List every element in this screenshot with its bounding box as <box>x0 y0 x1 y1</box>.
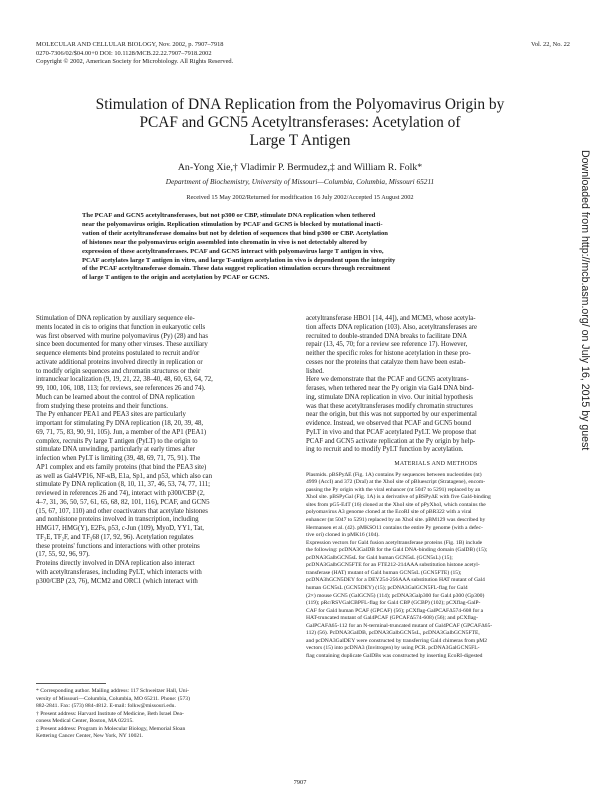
text-line: enhancer (nt 5047 to 5291) replaced by an XhoI site. pBM129 was described by <box>306 517 486 524</box>
text-line: intranuclear localization (9, 19, 21, 22, 38–40, 48, 60, 63, 64, 72, <box>36 376 213 384</box>
text-line: ing, stimulate DNA replication in vivo. Our initial hypothesis <box>306 393 473 401</box>
text-line: human GCN5sL (GCN5DEY) (15); pcDNA3GalGCN5FL-flag for Gal4 <box>306 584 468 591</box>
title-line: Stimulation of DNA Replication from the Polyomavirus Origin by <box>95 96 505 113</box>
text-line: recruited to double-stranded DNA breaks to facilitate DNA <box>306 332 467 340</box>
text-line: activate additional proteins involved directly in replication or <box>36 358 203 366</box>
abstract-line: vation of their acetyltransferase domains but not by deletion of sequences that bind p300 or CBP. Acetylation <box>82 229 388 237</box>
volume-info: Vol. 22, No. 22 <box>531 41 570 48</box>
text-line: ments located in cis to origins that function in eukaryotic cells <box>36 323 206 331</box>
title-line: PCAF and GCN5 Acetyltransferases: Acetylation of <box>139 114 461 131</box>
text-line: GalPCAFΔ65-112 for an N-terminal-truncated mutant of Gal4PCAF (GPCAFΔ65- <box>306 622 493 629</box>
journal-line: MOLECULAR AND CELLULAR BIOLOGY, Nov. 2002, p. 7907–7918 <box>36 41 224 48</box>
left-column <box>36 315 296 740</box>
intro-continued <box>306 315 566 455</box>
text-line: was first observed with murine polyomavirus (Py) (28) and has <box>36 332 208 340</box>
text-line: Expression vectors for Gal4 fusion acetyltransferase proteins (Fig. 1B) include <box>306 539 483 546</box>
abstract-line: of the PCAF acetyltransferase domain. These data suggest replication stimulation occurs through recruitment <box>82 265 391 273</box>
text-line: from studying these proteins and their functions. <box>36 402 168 410</box>
abstract-line: The PCAF and GCN5 acetyltransferases, but not p300 or CBP, stimulate DNA replication when tethered <box>82 212 376 219</box>
text-line: cesses nor the proteins that catalyze them have been estab- <box>306 358 466 366</box>
text-line: tion affects DNA replication (103). Also, acetyltransferases are <box>306 323 478 331</box>
text-line: XhoI site. pBSPyGal (Fig. 1A) is a derivative of pBSPyΔE with five Gal4-binding <box>306 494 491 501</box>
text-line: vectors (15) into pcDNA3 (Invitrogen) by using PCR. pcDNA3GalGCN5FL- <box>306 645 480 652</box>
text-line: stimulate Py DNA replication (8, 10, 11, 37, 46, 53, 74, 77, 111; <box>36 481 211 489</box>
text-line: and pcDNA3GalDEY were constructed by transferring Gal4 chimeras from pM2 <box>306 637 488 644</box>
text-line: Plasmids. pBSPyΔE (Fig. 1A) contains Py sequences between nucleotides (nt) <box>306 471 482 478</box>
text-line: acetyltransferase HBO1 [14, 44]), and MCM3, whose acetyla- <box>306 315 476 322</box>
text-line: (15, 67, 107, 110) and other coactivators that acetylate histones <box>36 507 208 515</box>
text-line: pcDNA3hGCN5DEY for a DEY254-256AAA substitution HAT mutant of Gal4 <box>306 577 485 584</box>
abstract <box>82 212 518 283</box>
text-line: tive ori) cloned in pMK16 (104). <box>306 532 380 539</box>
text-line: sites from pG5-E4T (16) cloned at the XhoI site of pPyXhoI, which contains the <box>306 501 486 508</box>
section-heading: MATERIALS AND METHODS <box>394 461 478 467</box>
author-list: An-Yong Xie,† Vladimir P. Bermudez,‡ and William R. Folk* <box>177 162 423 173</box>
text-line: ferases, when tethered near the Py origin via Gal4 DNA bind- <box>306 385 474 392</box>
watermark-text: Downloaded from http://mcb.asm.org/ on July 16, 2015 by guest <box>579 150 591 451</box>
abstract-line: of large T antigen to the origin and acetylation by PCAF or GCN5. <box>82 274 270 282</box>
text-line: was that these acetyltransferases modify chromatin structures <box>306 402 473 410</box>
text-line: HAT-truncated mutant of Gal4PCAF (GPCAFΔ574-608) (56); and pCXflag- <box>306 615 478 622</box>
methods-text <box>306 472 566 661</box>
text-line: as well as Gal4VP16, NF-κB, E1a, Sp1, and p53, which also can <box>36 472 212 480</box>
text-line: since been documented for many other viruses. These auxiliary <box>36 341 208 349</box>
text-line: stimulate DNA unwinding, particularly at early times after <box>36 446 195 454</box>
watermark-svg <box>572 150 591 570</box>
text-line: Stimulation of DNA replication by auxiliary sequence ele- <box>36 315 195 322</box>
download-watermark <box>572 150 591 570</box>
text-line: 4999 (AccI) and 372 (DraI) at the XhoI site of pBluescript (Stratagene), encom- <box>306 479 486 486</box>
text-line: the following: pcDNA3GalDB for the Gal4 DNA-binding domain (GalDB) (15); <box>306 547 488 554</box>
text-line: flag containing duplicate GalDBs was constructed by inserting EcoRI-digested <box>306 652 483 659</box>
abstract-line: expression of these acetyltransferases. PCAF and GCN5 interact with polyomavirus large T antigen in vivo, <box>82 247 384 255</box>
received-dates: Received 15 May 2002/Returned for modification 16 July 2002/Accepted 15 August 2002 <box>186 194 414 201</box>
text-line: infection when PyLT is limiting (39, 48, 69, 71, 75, 91). The <box>36 455 201 462</box>
text-line: reviewed in references 26 and 74), interact with p300/CBP (2, <box>36 490 205 497</box>
text-line: important for stimulating Py DNA replication (18, 20, 39, 48, <box>36 420 204 427</box>
text-line: 69, 71, 75, 83, 90, 91, 105). Jun, a member of the AP1 (PEA1) <box>36 428 207 436</box>
text-line: pcDNA3GalbGCN5FTE for an FTE212-214AAA substitution histone acetyl- <box>306 562 480 569</box>
text-line: near the origin, but this was not supported by our experimental <box>306 411 477 419</box>
article-title <box>40 96 560 150</box>
text-line: (119); pRc/RSVGalCBPFL-flag for Gal4 CBP (GCBP) (102); pCXflag-GalP- <box>306 600 481 607</box>
text-line: Much can be learned about the control of DNA replication <box>36 393 195 401</box>
text-line: Hermansen et al. (42). pMKSO11 contains the entire Py genome (with a defec- <box>306 524 483 531</box>
text-line: HMG17, HMG(Y), E2Fs, p53, c-Jun (109), MyoD, YY1, Tat, <box>36 525 204 532</box>
text-line: † Present address: Harvard Institute of Medicine, Beth Israel Dea- <box>36 710 184 717</box>
text-line: versity of Missouri—Columbia, Columbia, MO 65211. Phone: (573) <box>36 695 190 702</box>
text-line: and nonhistone proteins involved in transcription, including <box>36 516 199 524</box>
text-line: 4–7, 31, 36, 50, 57, 61, 65, 68, 82, 101, 116), PCAF, and GCN5 <box>36 498 210 506</box>
text-line: to modify origin sequences and chromatin structures or their <box>36 367 201 375</box>
affiliation: Department of Biochemistry, University of Missouri—Columbia, Columbia, Missouri 65211 <box>165 177 435 186</box>
text-line: Kettering Cancer Center, New York, NY 10021. <box>36 733 144 740</box>
text-line: p300/CBP (23, 76), MCM2 and ORC1 (which interact with <box>36 577 198 585</box>
text-line: complex, recruits Py large T antigen (PyLT) to the origin to <box>36 437 198 445</box>
abstract-line: near the polyomavirus origin. Replication stimulation by PCAF and GCN5 is blocked by mutational inacti- <box>82 220 383 228</box>
page-number: 7907 <box>293 779 307 786</box>
text-line: 882-2841. Fax: (573) 884-4812. E-mail: folkw@missouri.edu. <box>36 703 176 710</box>
text-line: Here we demonstrate that the PCAF and GCN5 acetyltrans- <box>306 376 469 384</box>
text-line: ing to recruit and to modify PyLT function by acetylation. <box>306 446 464 454</box>
text-line: transferase (HAT) mutant of Gal4 human GCN5sL (GCN5FTE) (15); <box>306 569 462 576</box>
text-line: lished. <box>306 367 324 375</box>
text-line: * Corresponding author. Mailing address: 117 Schweitzer Hall, Uni- <box>36 688 189 694</box>
text-line: PyLT in vivo and that PCAF acetylated PyLT. We propose that <box>306 428 477 436</box>
abstract-line: of histones near the polyomavirus origin assembled into chromatin in vivo is not detectably altered by <box>82 238 368 246</box>
text-line: repair (13, 45, 70; for a review see reference 17). However, <box>306 341 468 349</box>
running-header <box>36 41 233 67</box>
text-line: passing the Py origin with the viral enhancer (nt 5047 to 5291) replaced by an <box>306 486 481 493</box>
text-line: with acetyltransferases, including PyLT, which interacts with <box>36 568 202 576</box>
text-line: ‡ Present address: Program in Molecular Biology, Memorial Sloan <box>36 725 186 732</box>
abstract-line: PCAF acetylates large T antigen in vitro, and large T-antigen acetylation in vivo is dependent upon the integrity <box>82 256 396 264</box>
text-line: PCAF and GCN5 activate replication at the Py origin by help- <box>306 437 476 445</box>
text-line: 99, 100, 106, 108, 113; for reviews, see references 26 and 74). <box>36 385 206 392</box>
text-line: CAF for Gal4 human PCAF (GPCAF) (56); pCXflag-GalPCAFΔ574-608 for a <box>306 607 484 614</box>
copyright-line: Copyright © 2002, American Society for Microbiology. All Rights Reserved. <box>36 58 234 66</box>
text-line: The Py enhancer PEA1 and PEA3 sites are particularly <box>36 411 186 419</box>
text-line: TF₂E, TF₂F, and TF₃68 (17, 92, 96). Acetylation regulates <box>36 533 194 541</box>
text-line: sequence elements bind proteins postulated to recruit and/or <box>36 350 200 357</box>
title-line: Large T Antigen <box>249 132 351 149</box>
doi-line: 0270-7306/02/$04.00+0 DOI: 10.1128/MCB.22.22.7907–7918.2002 <box>36 49 212 57</box>
intro-paragraphs <box>36 315 296 586</box>
footnote-rule <box>36 683 106 684</box>
text-line: evidence. Instead, we observed that PCAF and GCN5 bound <box>306 420 471 427</box>
text-line: Proteins directly involved in DNA replication also interact <box>36 560 195 567</box>
text-line: (17, 55, 92, 96, 97). <box>36 551 90 559</box>
footnotes <box>36 681 296 741</box>
text-line: pcDNA3GalbGCN5sL for Gal4 human GCN5sL (GCN5sL) (15); <box>306 554 453 561</box>
text-line: coness Medical Center, Boston, MA 02215. <box>36 718 134 725</box>
text-line: AP1 complex and ets family proteins (that bind the PEA3 site) <box>36 463 207 471</box>
text-line: these proteins' functions and interactions with other proteins <box>36 542 200 550</box>
text-line: (2×) mouse GCN5 (GalGCN5) (114); pcDNA3Galp300 for Gal4 p300 (Gp300) <box>306 592 485 599</box>
right-column <box>306 315 566 660</box>
text-line: 112) (56). PcDNA3GalDB, pcDNA3GalbGCN5sL, pcDNA3GalbGCN5FTE, <box>306 630 480 637</box>
text-line: polyomavirus A3 genome cloned at the EcoRI site of pBR322 with a viral <box>306 509 472 516</box>
text-line: neither the specific roles for histone acetylation in these pro- <box>306 350 471 357</box>
